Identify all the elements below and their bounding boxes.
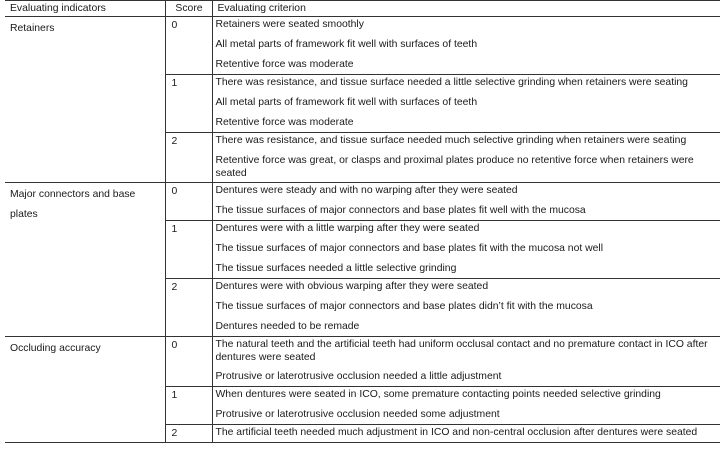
score-cell: 1 — [165, 221, 212, 279]
score-cell: 0 — [165, 183, 212, 221]
criterion-line: The natural teeth and the artificial teeth had uniform occlusal contact and no premature contact in ICO after dentures were seated — [215, 339, 708, 363]
table-row — [5, 337, 720, 387]
criterion-line: All metal parts of framework fit well with surfaces of teeth — [215, 39, 478, 50]
score-cell: 0 — [165, 337, 212, 387]
header-row — [5, 1, 720, 17]
criterion-line: Retentive force was great, or clasps and proximal plates produce no retentive force when retainers were seated — [215, 155, 694, 179]
criterion-line: Dentures were with obvious warping after they were seated — [215, 281, 489, 292]
criterion-line: Retainers were seated smoothly — [215, 19, 364, 30]
indicator-retainers: Retainers — [5, 17, 165, 183]
criterion-line: The tissue surfaces needed a little selective grinding — [215, 263, 457, 274]
header-indicator: Evaluating indicators — [5, 1, 165, 17]
header-criterion: Evaluating criterion — [212, 1, 720, 17]
criterion-cell — [212, 75, 720, 133]
criterion-cell — [212, 387, 720, 425]
score-cell: 1 — [165, 387, 212, 425]
criterion-cell — [212, 183, 720, 221]
criterion-line: When dentures were seated in ICO, some premature contacting points needed selective grinding — [215, 389, 661, 400]
criterion-line: The tissue surfaces of major connectors and base plates didn’t fit with the mucosa — [215, 301, 593, 312]
criterion-cell — [212, 425, 720, 443]
criterion-line: Dentures needed to be remade — [215, 321, 360, 332]
score-cell: 1 — [165, 75, 212, 133]
header-score: Score — [165, 1, 212, 17]
criterion-line: There was resistance, and tissue surface needed a little selective grinding when retainers were seating — [215, 77, 688, 88]
criterion-line: Protrusive or laterotrusive occlusion needed a little adjustment — [215, 371, 502, 382]
score-cell: 2 — [165, 425, 212, 443]
criterion-line: The tissue surfaces of major connectors and base plates fit well with the mucosa — [215, 205, 586, 216]
criterion-line: The artificial teeth needed much adjustment in ICO and non-central occlusion after dentures were seated — [215, 427, 698, 438]
criterion-line: There was resistance, and tissue surface needed much selective grinding when retainers were seating — [215, 135, 687, 146]
score-cell: 2 — [165, 279, 212, 337]
table-row — [5, 17, 720, 75]
evaluation-criteria-table — [5, 0, 720, 443]
table-row — [5, 183, 720, 221]
criterion-cell — [212, 17, 720, 75]
criterion-line: Retentive force was moderate — [215, 59, 354, 70]
criterion-cell — [212, 133, 720, 183]
indicator-occluding-accuracy: Occluding accuracy — [5, 337, 165, 443]
criterion-line: The tissue surfaces of major connectors and base plates fit with the mucosa not well — [215, 243, 604, 254]
indicator-major-connectors: Major connectors and base plates — [5, 183, 165, 337]
criterion-cell — [212, 337, 720, 387]
criterion-line: All metal parts of framework fit well with surfaces of teeth — [215, 97, 478, 108]
criterion-cell — [212, 279, 720, 337]
criterion-line: Retentive force was moderate — [215, 117, 354, 128]
criterion-line: Dentures were steady and with no warping after they were seated — [215, 185, 518, 196]
criterion-line: Dentures were with a little warping after they were seated — [215, 223, 480, 234]
criterion-cell — [212, 221, 720, 279]
criterion-line: Protrusive or laterotrusive occlusion needed some adjustment — [215, 409, 500, 420]
score-cell: 0 — [165, 17, 212, 75]
score-cell: 2 — [165, 133, 212, 183]
